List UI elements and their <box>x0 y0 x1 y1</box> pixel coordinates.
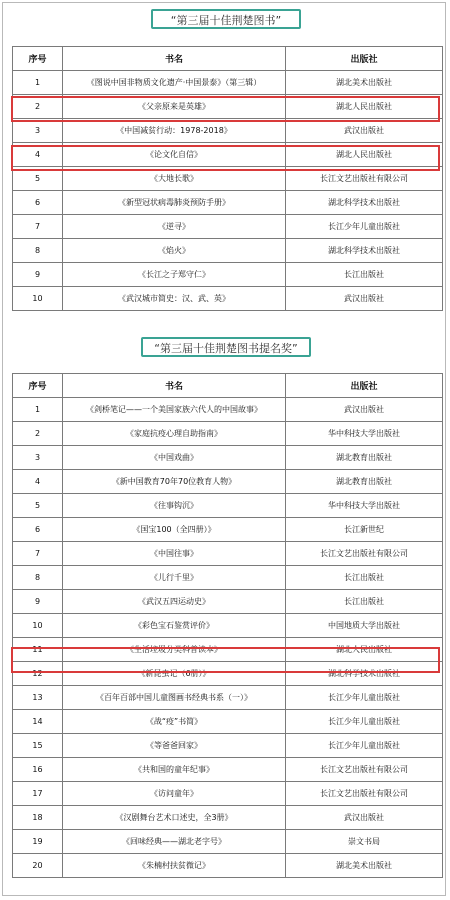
section-title-nomination: “第三届十佳荆楚图书提名奖” <box>141 337 311 357</box>
cell-publisher: 湖北美术出版社 <box>286 71 443 95</box>
col-header-title: 书名 <box>63 374 286 398</box>
table-row <box>13 830 443 854</box>
cell-book-title: 《新中国教育70年70位教育人物》 <box>63 470 286 494</box>
cell-publisher: 长江文艺出版社有限公司 <box>286 542 443 566</box>
cell-book-title: 《大地长歌》 <box>63 167 286 191</box>
nomination-table-body <box>13 398 443 878</box>
cell-number: 9 <box>13 263 63 287</box>
cell-number: 3 <box>13 446 63 470</box>
cell-number: 6 <box>13 518 63 542</box>
cell-book-title: 《中国减贫行动：1978-2018》 <box>63 119 286 143</box>
table-row <box>13 95 443 119</box>
table-row <box>13 518 443 542</box>
table-row <box>13 494 443 518</box>
cell-publisher: 长江出版社 <box>286 566 443 590</box>
table-row <box>13 398 443 422</box>
cell-book-title: 《访问童年》 <box>63 782 286 806</box>
cell-publisher: 长江少年儿童出版社 <box>286 710 443 734</box>
cell-book-title: 《剑桥笔记——一个美国家族六代人的中国故事》 <box>63 398 286 422</box>
cell-number: 2 <box>13 95 63 119</box>
cell-book-title: 《武汉五四运动史》 <box>63 590 286 614</box>
cell-book-title: 《焰火》 <box>63 239 286 263</box>
table-row <box>13 614 443 638</box>
cell-publisher: 湖北美术出版社 <box>286 854 443 878</box>
cell-book-title: 《彩色宝石鉴赏评价》 <box>63 614 286 638</box>
cell-publisher: 武汉出版社 <box>286 806 443 830</box>
cell-number: 1 <box>13 71 63 95</box>
cell-publisher: 湖北科学技术出版社 <box>286 191 443 215</box>
cell-publisher: 崇文书局 <box>286 830 443 854</box>
cell-publisher: 湖北人民出版社 <box>286 95 443 119</box>
table-row <box>13 287 443 311</box>
cell-book-title: 《回味经典——湖北老字号》 <box>63 830 286 854</box>
cell-publisher: 长江少年儿童出版社 <box>286 686 443 710</box>
table-row <box>13 854 443 878</box>
cell-number: 7 <box>13 215 63 239</box>
table-row <box>13 239 443 263</box>
cell-number: 19 <box>13 830 63 854</box>
cell-number: 4 <box>13 470 63 494</box>
table-row <box>13 191 443 215</box>
table-row <box>13 638 443 662</box>
table-row <box>13 758 443 782</box>
table-row <box>13 167 443 191</box>
cell-number: 5 <box>13 494 63 518</box>
table-row <box>13 686 443 710</box>
cell-publisher: 长江出版社 <box>286 263 443 287</box>
cell-book-title: 《中国戏曲》 <box>63 446 286 470</box>
cell-book-title: 《长江之子郑守仁》 <box>63 263 286 287</box>
cell-number: 12 <box>13 662 63 686</box>
col-header-publisher: 出版社 <box>286 374 443 398</box>
cell-book-title: 《父亲原来是英雄》 <box>63 95 286 119</box>
table-row <box>13 470 443 494</box>
cell-number: 2 <box>13 422 63 446</box>
cell-number: 8 <box>13 239 63 263</box>
cell-book-title: 《图说中国非物质文化遗产·中国景泰》（第三辑） <box>63 71 286 95</box>
cell-publisher: 湖北教育出版社 <box>286 446 443 470</box>
table-row <box>13 734 443 758</box>
cell-publisher: 湖北科学技术出版社 <box>286 662 443 686</box>
table-row <box>13 806 443 830</box>
table-row <box>13 215 443 239</box>
cell-publisher: 华中科技大学出版社 <box>286 494 443 518</box>
cell-publisher: 中国地质大学出版社 <box>286 614 443 638</box>
table-row <box>13 590 443 614</box>
cell-number: 18 <box>13 806 63 830</box>
cell-publisher: 华中科技大学出版社 <box>286 422 443 446</box>
cell-number: 4 <box>13 143 63 167</box>
table-row <box>13 422 443 446</box>
cell-book-title: 《共和国的童年纪事》 <box>63 758 286 782</box>
cell-publisher: 长江少年儿童出版社 <box>286 215 443 239</box>
table-row <box>13 71 443 95</box>
section-title-top-ten: “第三届十佳荆楚图书” <box>151 9 301 29</box>
cell-book-title: 《家庭抗疫心理自助指南》 <box>63 422 286 446</box>
cell-book-title: 《战“疫”书简》 <box>63 710 286 734</box>
cell-number: 5 <box>13 167 63 191</box>
cell-publisher: 武汉出版社 <box>286 398 443 422</box>
cell-book-title: 《朱楠村扶贫微记》 <box>63 854 286 878</box>
cell-number: 20 <box>13 854 63 878</box>
cell-book-title: 《逆寻》 <box>63 215 286 239</box>
top-ten-books-table <box>12 46 443 311</box>
cell-number: 9 <box>13 590 63 614</box>
table-row <box>13 263 443 287</box>
cell-book-title: 《新昆虫记（6册）》 <box>63 662 286 686</box>
col-header-title: 书名 <box>63 47 286 71</box>
cell-book-title: 《等爸爸回家》 <box>63 734 286 758</box>
table-row <box>13 446 443 470</box>
cell-number: 8 <box>13 566 63 590</box>
cell-book-title: 《论文化自信》 <box>63 143 286 167</box>
cell-book-title: 《中国往事》 <box>63 542 286 566</box>
table-row <box>13 542 443 566</box>
cell-publisher: 湖北教育出版社 <box>286 470 443 494</box>
col-header-number: 序号 <box>13 47 63 71</box>
table-header-row <box>13 47 443 71</box>
cell-publisher: 长江少年儿童出版社 <box>286 734 443 758</box>
table-header-row <box>13 374 443 398</box>
cell-book-title: 《新型冠状病毒肺炎预防手册》 <box>63 191 286 215</box>
cell-book-title: 《国宝100（全四册）》 <box>63 518 286 542</box>
table-row <box>13 119 443 143</box>
top-ten-table-body <box>13 71 443 311</box>
cell-publisher: 湖北人民出版社 <box>286 638 443 662</box>
cell-number: 7 <box>13 542 63 566</box>
cell-publisher: 长江文艺出版社有限公司 <box>286 758 443 782</box>
nomination-books-table <box>12 373 443 878</box>
cell-book-title: 《往事钩沉》 <box>63 494 286 518</box>
table-row <box>13 662 443 686</box>
cell-book-title: 《百年百部中国儿童图画书经典书系（一）》 <box>63 686 286 710</box>
cell-number: 14 <box>13 710 63 734</box>
cell-book-title: 《生活垃圾分类科普读本》 <box>63 638 286 662</box>
cell-number: 13 <box>13 686 63 710</box>
cell-book-title: 《儿行千里》 <box>63 566 286 590</box>
cell-number: 16 <box>13 758 63 782</box>
cell-number: 11 <box>13 638 63 662</box>
cell-book-title: 《武汉城市简史：汉、武、英》 <box>63 287 286 311</box>
cell-publisher: 湖北人民出版社 <box>286 143 443 167</box>
cell-publisher: 长江文艺出版社有限公司 <box>286 167 443 191</box>
cell-number: 10 <box>13 614 63 638</box>
cell-publisher: 武汉出版社 <box>286 287 443 311</box>
cell-number: 17 <box>13 782 63 806</box>
col-header-number: 序号 <box>13 374 63 398</box>
cell-publisher: 长江出版社 <box>286 590 443 614</box>
cell-publisher: 长江文艺出版社有限公司 <box>286 782 443 806</box>
cell-publisher: 湖北科学技术出版社 <box>286 239 443 263</box>
cell-book-title: 《汉剧舞台艺术口述史，全3册》 <box>63 806 286 830</box>
cell-number: 6 <box>13 191 63 215</box>
cell-number: 10 <box>13 287 63 311</box>
cell-number: 15 <box>13 734 63 758</box>
table-row <box>13 143 443 167</box>
cell-number: 1 <box>13 398 63 422</box>
col-header-publisher: 出版社 <box>286 47 443 71</box>
cell-publisher: 武汉出版社 <box>286 119 443 143</box>
cell-publisher: 长江新世纪 <box>286 518 443 542</box>
table-row <box>13 710 443 734</box>
table-row <box>13 782 443 806</box>
cell-number: 3 <box>13 119 63 143</box>
table-row <box>13 566 443 590</box>
